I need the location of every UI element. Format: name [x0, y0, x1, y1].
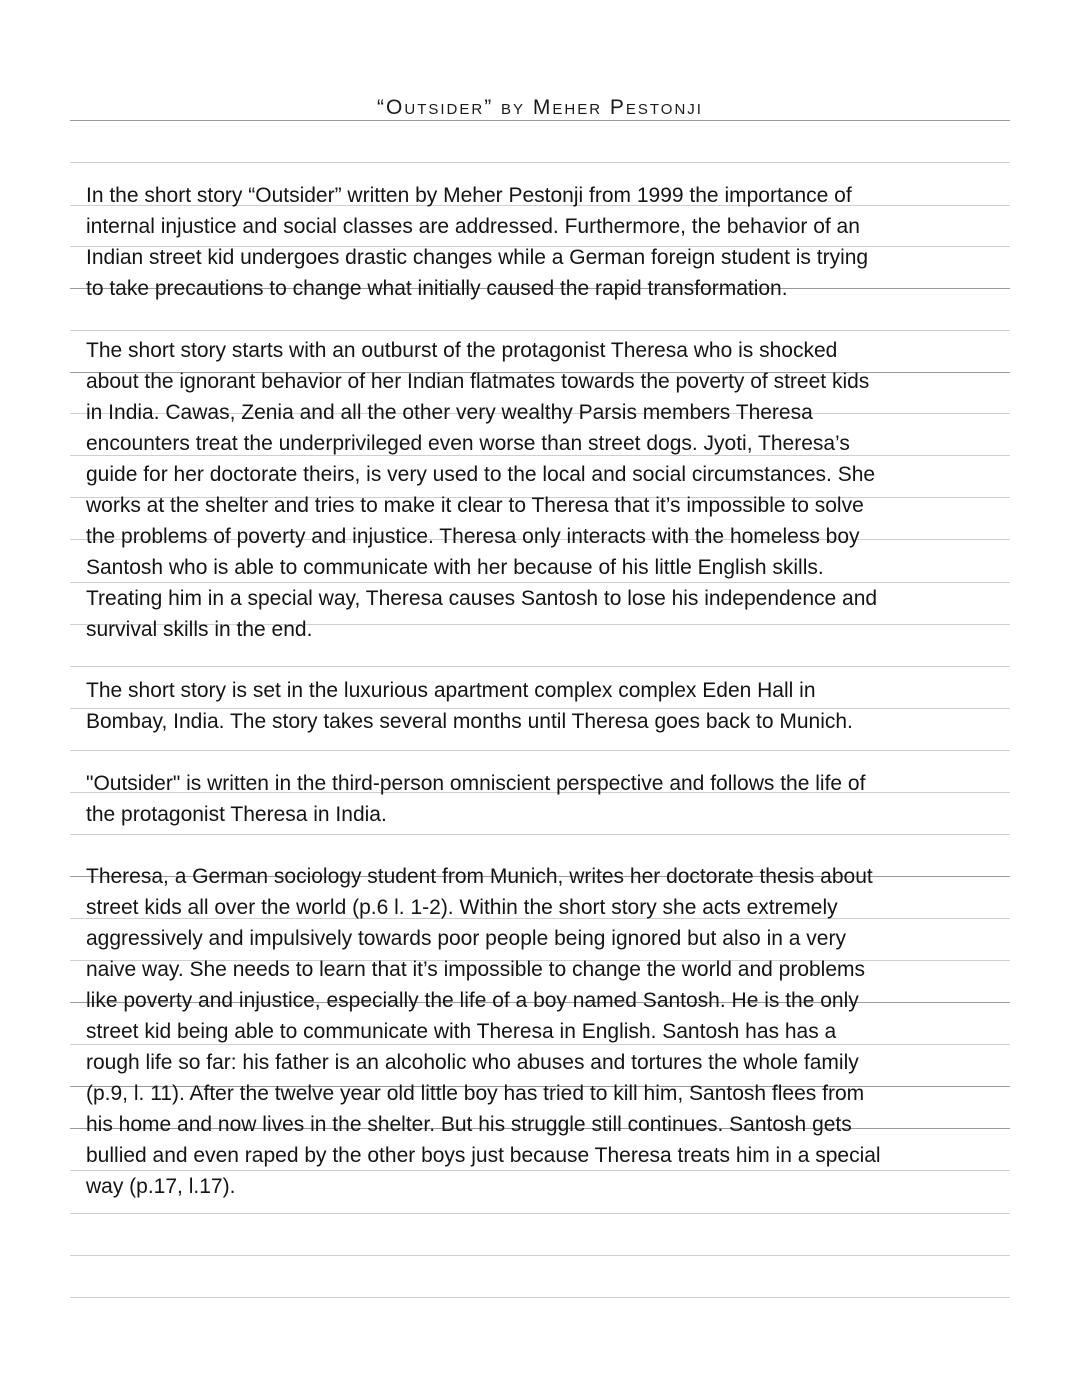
text-line: bullied and even raped by the other boys just because Theresa treats him in a special — [86, 1144, 881, 1167]
paragraph-summary — [86, 335, 1011, 645]
ruled-line — [70, 1213, 1010, 1214]
document-title: “Outsider” by Meher Pestonji — [377, 96, 703, 119]
text-line: The short story is set in the luxurious apartment complex complex Eden Hall in — [86, 679, 816, 702]
ruled-line — [70, 330, 1010, 331]
text-line: The short story starts with an outburst of the protagonist Theresa who is shocked — [86, 339, 838, 362]
text-line: in India. Cawas, Zenia and all the other very wealthy Parsis members Theresa — [86, 401, 813, 424]
text-line: way (p.17, l.17). — [86, 1175, 236, 1198]
text-line: street kids all over the world (p.6 l. 1-2). Within the short story she acts extremely — [86, 896, 838, 919]
ruled-line — [70, 162, 1010, 163]
text-line: Indian street kid undergoes drastic changes while a German foreign student is trying — [86, 246, 869, 269]
text-line: In the short story “Outsider” written by Meher Pestonji from 1999 the importance of — [86, 184, 852, 207]
text-line: "Outsider" is written in the third-person omniscient perspective and follows the life of — [86, 772, 866, 795]
text-line: guide for her doctorate theirs, is very used to the local and social circumstances. She — [86, 463, 876, 486]
paragraph-setting — [86, 675, 1011, 737]
text-line: Treating him in a special way, Theresa causes Santosh to lose his independence and — [86, 587, 878, 610]
text-line: encounters treat the underprivileged even worse than street dogs. Jyoti, Theresa’s — [86, 432, 850, 455]
text-line: (p.9, l. 11). After the twelve year old little boy has tried to kill him, Santosh flees from — [86, 1082, 865, 1105]
paragraph-perspective — [86, 768, 1011, 830]
ruled-line — [70, 1255, 1010, 1256]
text-line: street kid being able to communicate with Theresa in English. Santosh has has a — [86, 1020, 837, 1043]
text-line: rough life so far: his father is an alcoholic who abuses and tortures the whole family — [86, 1051, 859, 1074]
text-line: about the ignorant behavior of her Indian flatmates towards the poverty of street kids — [86, 370, 870, 393]
text-line: Bombay, India. The story takes several months until Theresa goes back to Munich. — [86, 710, 853, 733]
text-line: like poverty and injustice, especially the life of a boy named Santosh. He is the only — [86, 989, 859, 1012]
text-line: his home and now lives in the shelter. But his struggle still continues. Santosh gets — [86, 1113, 852, 1136]
text-line: internal injustice and social classes are addressed. Furthermore, the behavior of an — [86, 215, 860, 238]
text-line: Santosh who is able to communicate with her because of his little English skills. — [86, 556, 824, 579]
ruled-line — [70, 666, 1010, 667]
ruled-line — [70, 1297, 1010, 1298]
text-line: works at the shelter and tries to make it clear to Theresa that it’s impossible to solve — [86, 494, 864, 517]
text-line: Theresa, a German sociology student from Munich, writes her doctorate thesis about — [86, 865, 873, 888]
paragraph-intro — [86, 180, 1011, 304]
text-line: survival skills in the end. — [86, 618, 313, 641]
paragraph-characterization — [86, 861, 1011, 1202]
ruled-line — [70, 834, 1010, 835]
text-line: naive way. She needs to learn that it’s impossible to change the world and problems — [86, 958, 866, 981]
text-line: to take precautions to change what initially caused the rapid transformation. — [86, 277, 788, 300]
title-underline — [70, 120, 1010, 121]
text-line: the protagonist Theresa in India. — [86, 803, 387, 826]
text-line: aggressively and impulsively towards poor people being ignored but also in a very — [86, 927, 846, 950]
ruled-line — [70, 750, 1010, 751]
text-line: the problems of poverty and injustice. Theresa only interacts with the homeless boy — [86, 525, 860, 548]
